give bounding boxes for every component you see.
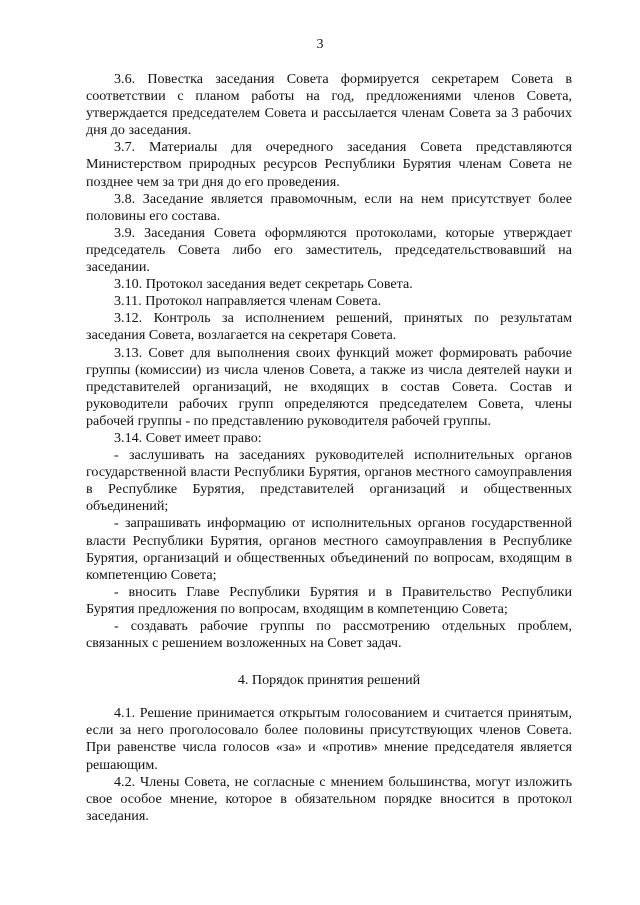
list-item-submit: - вносить Главе Республики Бурятия и в Правительство Республики Бурятия предложения по вопросам, входящим в компетенцию Совета; (86, 583, 572, 617)
list-item-hear: - заслушивать на заседаниях руководителей исполнительных органов государственной власти Республики Бурятия, органов местного самоуправления в Республике Бурятия, представителей организаций и общественных объединений; (86, 447, 572, 515)
paragraph-3-13: 3.13. Совет для выполнения своих функций может формировать рабочие группы (комиссии) из числа членов Совета, а также из числа деятелей науки и представителей организаций, не входящих в состав Совета. Состав и руководители рабочих групп определяются председателем Совета, члены рабочей группы - по представлению руководителя рабочей группы. (86, 344, 572, 429)
paragraph-3-12: 3.12. Контроль за исполнением решений, принятых по результатам заседания Совета, возлагается на секретаря Совета. (86, 310, 572, 344)
paragraph-3-7: 3.7. Материалы для очередного заседания Совета представляются Министерством природных ресурсов Республики Бурятия членам Совета не позднее чем за три дня до его проведения. (86, 139, 572, 190)
document-body (86, 71, 572, 825)
paragraph-3-9: 3.9. Заседания Совета оформляются протоколами, которые утверждает председатель Совета либо его заместитель, председательствовавший на заседании. (86, 224, 572, 276)
section-4-heading: 4. Порядок принятия решений (237, 672, 421, 689)
paragraph-3-6: 3.6. Повестка заседания Совета формируется секретарем Совета в соответствии с планом работы на год, предложениями членов Совета, утверждается председателем Совета и рассылается членам Совета за 3 рабочих дня до заседания. (86, 71, 572, 139)
paragraph-3-10: 3.10. Протокол заседания ведет секретарь Совета. (114, 276, 413, 293)
list-item-request: - запрашивать информацию от исполнительных органов государственной власти Республики Бурятия, органов местного самоуправления в Республике Бурятия, организаций и общественных объединений по вопросам, входящим в компетенцию Совета; (86, 515, 572, 583)
list-item-create-groups: - создавать рабочие группы по рассмотрению отдельных проблем, связанных с решением возложенных на Совет задач. (86, 618, 572, 652)
paragraph-4-1: 4.1. Решение принимается открытым голосованием и считается принятым, если за него проголосовало более половины присутствующих членов Совета. При равенстве числа голосов «за» и «против» мнение председателя является решающим. (86, 705, 572, 773)
paragraph-3-14: 3.14. Совет имеет право: (114, 429, 262, 446)
paragraph-3-11: 3.11. Протокол направляется членам Совета. (114, 293, 382, 310)
page-number: 3 (316, 37, 324, 52)
paragraph-4-2: 4.2. Члены Совета, не согласные с мнением большинства, могут изложить свое особое мнение, которое в обязательном порядке вносится в протокол заседания. (86, 773, 572, 824)
paragraph-3-8: 3.8. Заседание является правомочным, если на нем присутствует более половины его состава. (86, 190, 572, 224)
